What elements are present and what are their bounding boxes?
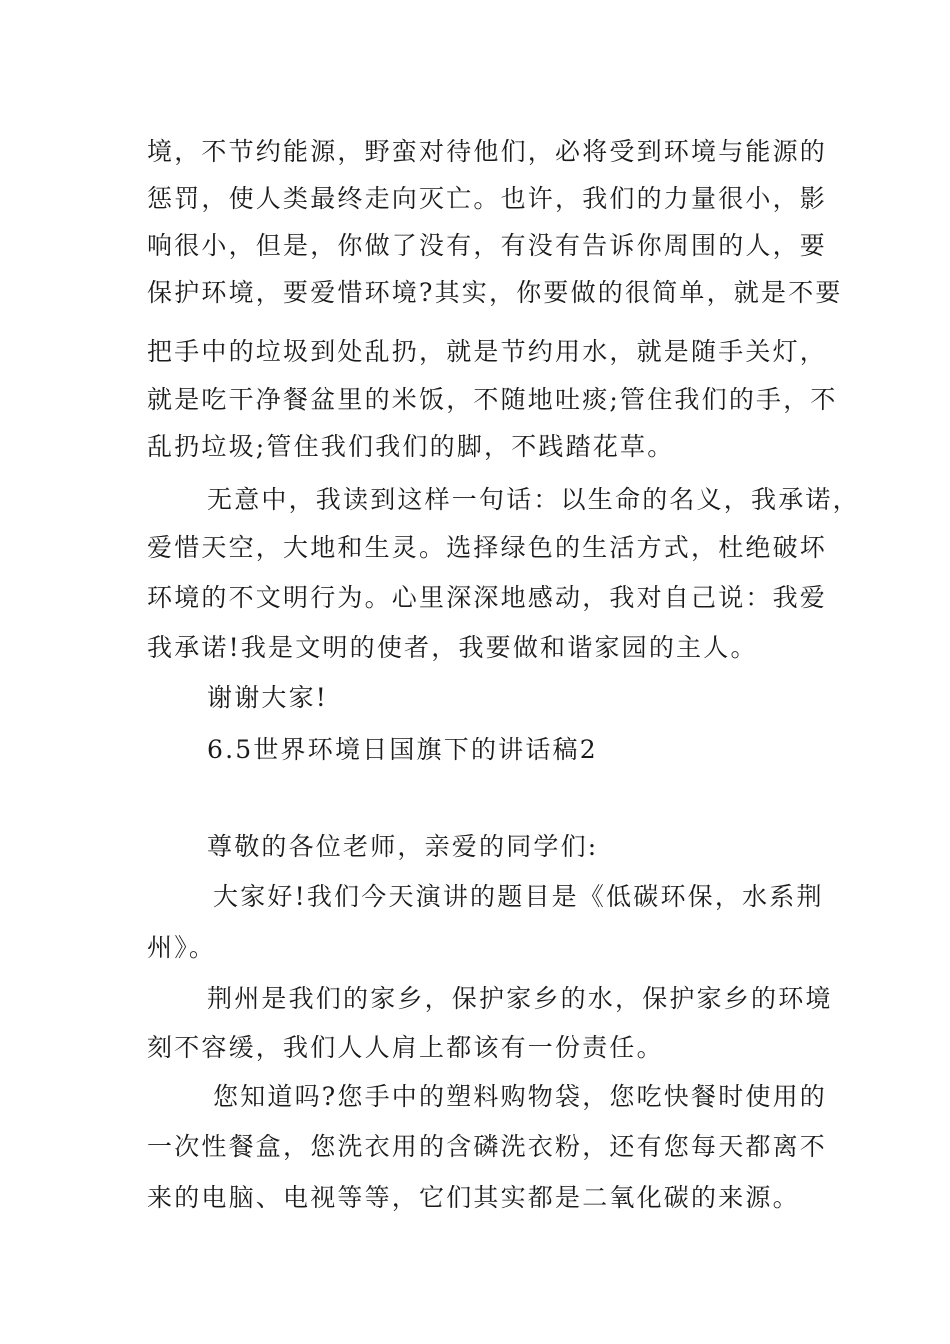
paragraph-line: 来的电脑、电视等等，它们其实都是二氧化碳的来源。 bbox=[147, 1183, 800, 1212]
paragraph-line: 您知道吗?您手中的塑料购物袋，您吃快餐时使用的 bbox=[213, 1082, 828, 1111]
paragraph-line: 环境的不文明行为。心里深深地感动，我对自己说：我爱 bbox=[147, 583, 828, 612]
section-title: 6.5世界环境日国旗下的讲话稿2 bbox=[207, 735, 598, 764]
paragraph-line: 一次性餐盒，您洗衣用的含磷洗衣粉，还有您每天都离不 bbox=[147, 1132, 828, 1161]
paragraph-line: 爱惜天空，大地和生灵。选择绿色的生活方式，杜绝破坏 bbox=[147, 533, 828, 562]
paragraph-line: 保护环境，要爱惜环境?其实，你要做的很简单，就是不要 bbox=[147, 278, 843, 307]
paragraph-line: 乱扔垃圾;管住我们我们的脚，不践踏花草。 bbox=[147, 432, 675, 461]
paragraph-line: 境，不节约能源，野蛮对待他们，必将受到环境与能源的 bbox=[147, 137, 828, 166]
paragraph-line: 我承诺!我是文明的使者，我要做和谐家园的主人。 bbox=[147, 633, 758, 662]
paragraph-line: 响很小，但是，你做了没有，有没有告诉你周围的人，要 bbox=[147, 231, 828, 260]
paragraph-line: 大家好!我们今天演讲的题目是《低碳环保，水系荆 bbox=[213, 882, 824, 911]
paragraph-line: 惩罚，使人类最终走向灭亡。也许，我们的力量很小，影 bbox=[147, 184, 828, 213]
thanks-line: 谢谢大家! bbox=[207, 683, 329, 712]
paragraph-line: 把手中的垃圾到处乱扔，就是节约用水，就是随手关灯， bbox=[147, 337, 828, 366]
paragraph-line: 无意中，我读到这样一句话：以生命的名义，我承诺， bbox=[207, 485, 860, 514]
paragraph-line: 州》。 bbox=[147, 933, 217, 962]
paragraph-line: 就是吃干净餐盆里的米饭，不随地吐痰;管住我们的手，不 bbox=[147, 385, 838, 414]
paragraph-line: 刻不容缓，我们人人肩上都该有一份责任。 bbox=[147, 1033, 664, 1062]
salutation: 尊敬的各位老师，亲爱的同学们: bbox=[207, 832, 599, 861]
paragraph-line: 荆州是我们的家乡，保护家乡的水，保护家乡的环境 bbox=[207, 984, 833, 1013]
